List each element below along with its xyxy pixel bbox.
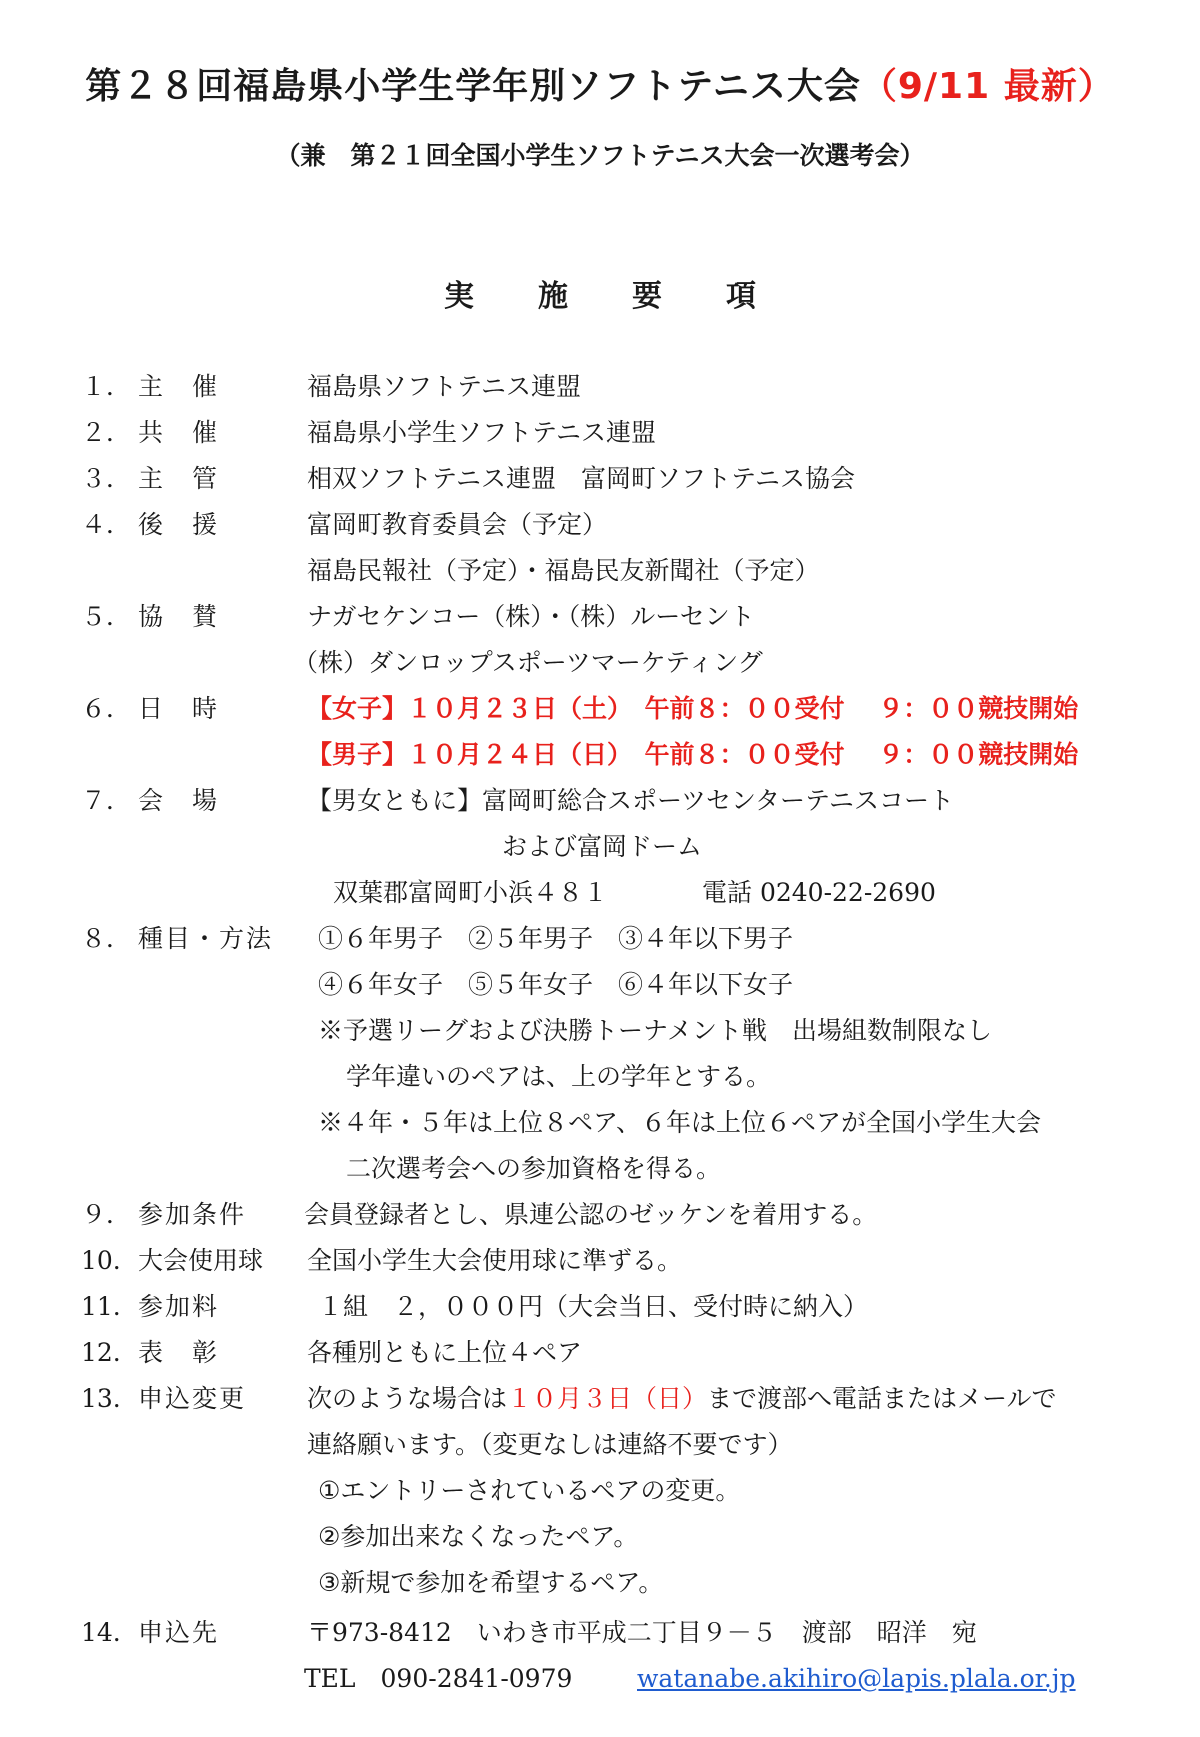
venue-phone: 電話 0240-22-2690 bbox=[702, 878, 936, 907]
item-label: 申込変更 bbox=[138, 1384, 247, 1413]
item-value: 連絡願います。（変更なしは連絡不要です） bbox=[307, 1430, 793, 1459]
item-value: 福島県ソフトテニス連盟 bbox=[307, 372, 582, 401]
item-note: 二次選考会への参加資格を得る。 bbox=[346, 1154, 722, 1183]
item-note: ③新規で参加を希望するペア。 bbox=[318, 1568, 664, 1597]
item-value: ①６年男子 ②５年男子 ③４年以下男子 bbox=[318, 924, 794, 953]
deadline-date: １０月３日（日） bbox=[507, 1384, 708, 1413]
item-label: 日 時 bbox=[138, 694, 220, 723]
item-number: 10. bbox=[81, 1246, 121, 1275]
item-value: および富岡ドーム bbox=[502, 832, 703, 861]
item-label: 表 彰 bbox=[138, 1338, 220, 1367]
venue-address: 双葉郡富岡町小浜４８１ bbox=[333, 878, 609, 907]
item-label: 種目・方法 bbox=[138, 924, 274, 953]
item-number: ９． bbox=[81, 1200, 132, 1229]
item-value: 富岡町教育委員会（予定） bbox=[307, 510, 608, 539]
item-label: 参加条件 bbox=[138, 1200, 247, 1229]
item-note: ※予選リーグおよび決勝トーナメント戦 出場組数制限なし bbox=[318, 1016, 993, 1045]
item-note: ①エントリーされているペアの変更。 bbox=[318, 1476, 741, 1505]
item-label: 共 催 bbox=[138, 418, 220, 447]
item-number: ３． bbox=[81, 464, 132, 493]
item-value bbox=[307, 1384, 1057, 1414]
item-value: ナガセケンコー（株）・（株）ルーセント bbox=[307, 602, 755, 631]
item-label: 申込先 bbox=[138, 1618, 220, 1647]
item-label: 協 賛 bbox=[138, 602, 220, 631]
item-value: 相双ソフトテニス連盟 富岡町ソフトテニス協会 bbox=[307, 464, 856, 493]
item-value: 各種別ともに上位４ペア bbox=[307, 1338, 583, 1367]
item-number: ５． bbox=[81, 602, 132, 631]
item-label: 後 援 bbox=[138, 510, 220, 539]
item-number: 12. bbox=[81, 1338, 121, 1367]
item-value: 全国小学生大会使用球に準ずる。 bbox=[307, 1246, 683, 1275]
changes-text-a: 次のような場合は bbox=[307, 1384, 508, 1413]
item-label: 参加料 bbox=[138, 1292, 220, 1321]
item-value: １組 ２，０００円（大会当日、受付時に納入） bbox=[318, 1292, 869, 1321]
item-label: 大会使用球 bbox=[138, 1246, 264, 1275]
item-value: 会員登録者とし、県連公認のゼッケンを着用する。 bbox=[304, 1200, 878, 1229]
title-main: 第２８回福島県小学生学年別ソフトテニス大会 bbox=[85, 66, 861, 107]
item-number: 11. bbox=[81, 1292, 121, 1321]
changes-text-b: まで渡部へ電話またはメールで bbox=[707, 1384, 1057, 1413]
item-label: 主 管 bbox=[138, 464, 220, 493]
item-number: ２． bbox=[81, 418, 132, 447]
boys-schedule: 【男子】１０月２４日（日） 午前８：００受付 ９：００競技開始 bbox=[307, 740, 1079, 769]
item-number: 13. bbox=[81, 1384, 121, 1413]
page-title bbox=[0, 58, 1200, 109]
item-number: １． bbox=[81, 372, 132, 401]
girls-schedule: 【女子】１０月２３日（土） 午前８：００受付 ９：００競技開始 bbox=[307, 694, 1079, 723]
item-note: ※４年・５年は上位８ペア、６年は上位６ペアが全国小学生大会 bbox=[318, 1108, 1042, 1137]
item-note: 学年違いのペアは、上の学年とする。 bbox=[346, 1062, 772, 1091]
contact-phone: TEL 090-2841-0979 bbox=[304, 1664, 573, 1693]
item-value: （株）ダンロップスポーツマーケティング bbox=[293, 648, 763, 677]
item-value: 【男女ともに】富岡町総合スポーツセンターテニスコート bbox=[307, 786, 955, 815]
page-subtitle: （兼 第２１回全国小学生ソフトテニス大会一次選考会） bbox=[275, 141, 925, 170]
item-number: 14. bbox=[81, 1618, 121, 1647]
item-label: 主 催 bbox=[138, 372, 220, 401]
item-value: 福島民報社（予定）・福島民友新聞社（予定） bbox=[307, 556, 820, 585]
item-value: ④６年女子 ⑤５年女子 ⑥４年以下女子 bbox=[318, 970, 794, 999]
item-number: ４． bbox=[81, 510, 132, 539]
item-value: 福島県小学生ソフトテニス連盟 bbox=[307, 418, 657, 447]
title-update-note: （9/11 最新） bbox=[860, 66, 1115, 107]
contact-email-link[interactable]: watanabe.akihiro@lapis.plala.or.jp bbox=[637, 1664, 1076, 1693]
item-note: ②参加出来なくなったペア。 bbox=[318, 1522, 639, 1551]
item-number: ７． bbox=[81, 786, 132, 815]
item-number: ８． bbox=[81, 924, 132, 953]
section-heading: 実施要項 bbox=[444, 279, 820, 314]
item-label: 会 場 bbox=[138, 786, 220, 815]
contact-address: 〒973-8412 いわき市平成二丁目９－５ 渡部 昭洋 宛 bbox=[307, 1618, 977, 1647]
item-number: ６． bbox=[81, 694, 132, 723]
